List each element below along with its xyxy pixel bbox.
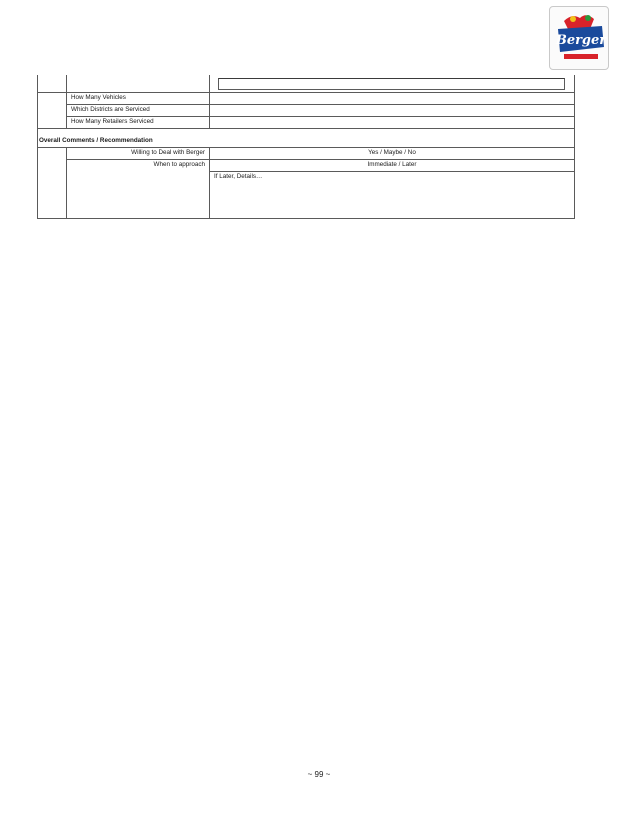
willing-options[interactable]: Yes / Maybe / No (210, 148, 575, 160)
districts-value-field[interactable] (210, 105, 575, 117)
table-row-districts (38, 105, 575, 117)
top-input-cell (210, 75, 575, 93)
table-row-overall-heading (38, 136, 575, 148)
top-input-box[interactable] (218, 78, 565, 90)
approach-options[interactable]: Immediate / Later (210, 160, 575, 172)
overall-comments-heading: Overall Comments / Recommendation (38, 136, 575, 148)
table-row-willing (38, 148, 575, 160)
left-margin-cell (38, 75, 67, 93)
table-row-retailers (38, 117, 575, 129)
survey-form-table (37, 75, 575, 219)
districts-label: Which Districts are Serviced (67, 105, 210, 117)
table-row-spacer (38, 129, 575, 137)
details-field[interactable]: If Later, Details… (210, 172, 575, 219)
willing-label: Willing to Deal with Berger (67, 148, 210, 160)
table-row-top (38, 75, 575, 93)
left-margin-cell (38, 117, 67, 129)
approach-label: When to approach (67, 160, 210, 219)
berger-logo-graphic (550, 7, 610, 71)
left-margin-cell (38, 105, 67, 117)
vehicles-label: How Many Vehicles (67, 93, 210, 105)
empty-label-cell (67, 75, 210, 93)
vehicles-value-field[interactable] (210, 93, 575, 105)
spacer-cell (38, 129, 575, 137)
table-row-vehicles (38, 93, 575, 105)
left-margin-cell (38, 93, 67, 105)
page-number: ~ 99 ~ (307, 770, 331, 779)
retailers-label: How Many Retailers Serviced (67, 117, 210, 129)
berger-logo (549, 6, 609, 70)
retailers-value-field[interactable] (210, 117, 575, 129)
left-margin-cell (38, 148, 67, 219)
table-row-approach (38, 160, 575, 172)
svg-text:Berger: Berger (555, 33, 607, 48)
